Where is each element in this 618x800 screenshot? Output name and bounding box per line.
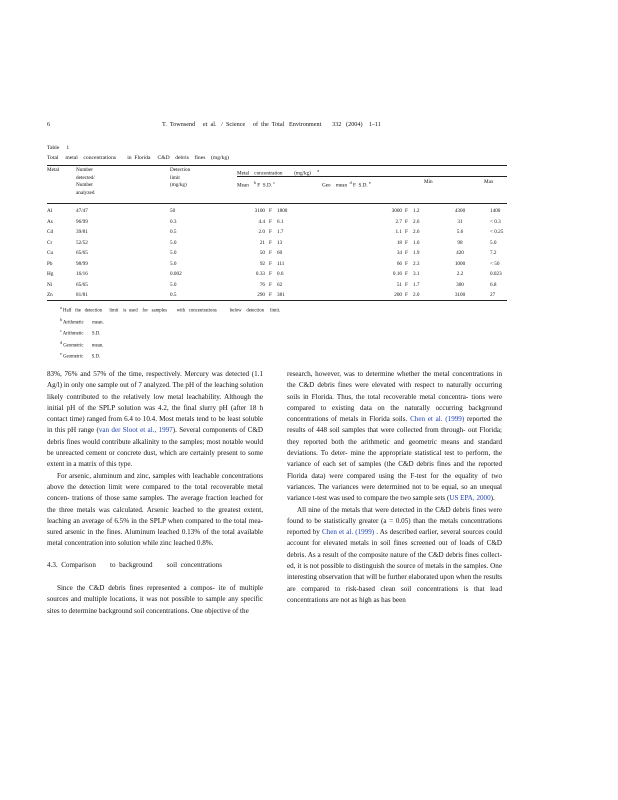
paragraph: Since the C&D debris fines represented a compos- ite of multiple sources and multiple locations, it was not possible to sample any specific sites to determine background soil concentrations. One objective of the — [47, 584, 263, 615]
table-bottom-rule — [47, 300, 507, 301]
geo-label: Geo mean — [322, 182, 350, 189]
metal-conc-label: Metal concentration (mg/kg) — [237, 170, 318, 177]
cell-mean: 50 — [259, 250, 265, 256]
citation-link[interactable]: van der Sloot et al., 1997 — [98, 426, 173, 435]
cell-sd: 111 — [277, 260, 285, 267]
citation-link[interactable]: Chen et al. (1999) — [321, 528, 375, 537]
paragraph — [287, 369, 502, 505]
cell-number-detected: 65/65 — [76, 281, 88, 288]
cell-mean: 21 — [259, 239, 265, 246]
plus-minus-sign: F — [269, 208, 272, 214]
running-head: T. Townsend et al. / Science of the Total Environment 332 (2004) 1–11 — [162, 121, 381, 128]
table-row — [47, 261, 507, 271]
cell-geo-mean: 1.1 — [395, 229, 402, 235]
cell-number-detected: 96/99 — [76, 218, 88, 225]
geo-sup-e: e — [368, 180, 371, 185]
plus-minus-sign: F — [405, 229, 408, 235]
table-row — [47, 229, 507, 239]
col-head-max: Max — [484, 179, 494, 185]
footnote-text: Arithmetic mean. — [62, 320, 104, 326]
cell-number-detected: 52/52 — [76, 239, 88, 246]
cell-geo-mean: 18 — [396, 239, 402, 246]
cell-metal: Cr — [47, 239, 53, 246]
citation-link[interactable]: US EPA, 2000 — [449, 494, 491, 503]
col-head-geo-sd — [322, 179, 371, 190]
cell-mean: 3100 — [254, 208, 265, 214]
footnote — [60, 316, 280, 328]
footnote-text: Arithmetic S.D. — [62, 331, 101, 337]
cell-number-detected: 81/81 — [76, 292, 88, 298]
cell-metal: As — [47, 218, 53, 225]
table-footnotes — [60, 304, 280, 362]
mean-sup-b: b — [254, 180, 256, 185]
table-row — [47, 282, 507, 292]
plus-minus-sign: F — [405, 218, 408, 225]
plus-minus-sign: F — [405, 281, 408, 288]
cell-min: 420 — [456, 250, 464, 256]
mean-label: Mean — [237, 182, 254, 189]
footnote-marker: b — [60, 316, 62, 322]
plus-minus-sign: F — [405, 292, 408, 298]
cell-max: 5.0 — [490, 239, 497, 246]
cell-max: 1400 — [490, 208, 501, 214]
cell-sd: 1800 — [277, 208, 288, 214]
cell-mean: 2.0 — [258, 229, 265, 235]
paragraph-text: 83%, 76% and 57% of the time, respectively. Mercury was detected (1.1 Ag/l) in only one sample out of 7 analyzed. The pH of the leaching solution likely contributed to the relatively low metal leachability. Although the initial pH of the SPLP solution was 4.2, the final slurry pH (after 18 h contact time) ranged from 6.4 to 10.4. Most metals tend to be least soluble in this pH range ( — [47, 370, 263, 435]
cell-min: 1000 — [454, 260, 466, 267]
cell-geo-sd: 1.2 — [413, 208, 420, 214]
footnote — [60, 339, 280, 351]
running-header — [0, 121, 618, 131]
plus-minus-sign: F — [269, 250, 272, 256]
cell-sd: 13 — [277, 239, 283, 246]
cell-metal: Al — [47, 208, 53, 214]
table-label: Table 1 — [47, 145, 70, 151]
cell-min: 5.6 — [456, 229, 464, 235]
cell-sd: 62 — [277, 281, 283, 288]
table-row — [47, 219, 507, 229]
cell-detection-limit: 50 — [170, 208, 176, 214]
cell-max: < 50 — [490, 260, 500, 267]
col-head-min: Min — [424, 179, 433, 185]
cell-geo-sd: 2.6 — [413, 229, 420, 235]
cell-min: 98 — [457, 239, 463, 246]
page-number: 6 — [47, 121, 51, 128]
paragraph-text: reported the results of 448 soil samples that were collected from through- out Florida; they reported both the arithmetic and geometric means and standard deviations. To deter- mine the appropriate statistical test to perform, the variance of each set of samples (the C&D debris fines and the reported Florida data) were compared using the F-test for the equality of two variances. The variances were determined not to be equal, so an unequal variance t-test was used to compare the two sample sets ( — [287, 415, 502, 503]
cell-metal: Pb — [47, 260, 53, 267]
cell-sd: 381 — [277, 292, 285, 298]
cell-max: 27 — [490, 292, 496, 298]
cell-geo-mean: 3000 — [391, 208, 402, 214]
footnote-text: Geometric mean. — [63, 343, 104, 349]
col-head-number: Number detected/ Number analyzed — [76, 167, 95, 196]
table-row — [47, 271, 507, 281]
footnote-marker: a — [60, 305, 62, 310]
cell-geo-sd: 1.6 — [413, 239, 420, 246]
cell-max: < 0.25 — [490, 229, 504, 235]
cell-geo-mean: 2.7 — [395, 218, 402, 225]
plus-minus-sign: F — [405, 271, 408, 277]
cell-min: 3100 — [454, 292, 466, 298]
cell-mean: 4.4 — [258, 218, 265, 225]
cell-mean: 290 — [257, 292, 265, 298]
cell-min: 300 — [456, 281, 464, 288]
plus-minus-sign: F — [269, 271, 272, 277]
cell-metal: Zn — [47, 292, 53, 298]
plus-minus-sign: F — [405, 208, 408, 214]
cell-geo-sd: 3.1 — [413, 271, 420, 277]
footnote — [60, 350, 280, 362]
footnote-marker: d — [60, 339, 62, 345]
geo-sup-d: d — [349, 180, 352, 185]
paragraph-text: ). Several components of C&D debris fines would contribute alkalinity to the samples; most notable would be unreacted cement or concrete dust, which are certainly present to some extent in a matrix of this type. — [47, 426, 263, 469]
citation-link[interactable]: Chen et al. (1999) — [410, 415, 465, 424]
cell-max: 0.023 — [490, 271, 502, 277]
cell-detection-limit: 0.5 — [170, 229, 177, 235]
cell-max: < 0.3 — [490, 218, 501, 225]
table-row — [47, 240, 507, 250]
table-row — [47, 208, 507, 218]
cell-geo-mean: 66 — [396, 260, 402, 267]
cell-metal: Ni — [47, 281, 53, 288]
cell-number-detected: 39/81 — [76, 229, 88, 235]
paragraph-text: . As described earlier, several sources could account for elevated metals in soil fines screened out of loads of C&D debris. As a result of the composite nature of the C&D debris fines collect- ed, it is not possible to distinguish the source of metals in the samples. One interesting observation that will be further elaborated upon when the results are compared to risk-based clean soil concentrations is that lead concentrations are not as high as has been — [287, 528, 503, 604]
table-header-rule — [47, 203, 507, 204]
cell-geo-sd: 2.0 — [413, 292, 420, 298]
plus-minus-sign: F — [405, 250, 408, 256]
cell-geo-sd: 2.6 — [413, 218, 420, 225]
cell-detection-limit: 5.0 — [170, 260, 177, 267]
table-top-rule — [47, 165, 507, 166]
cell-detection-limit: 5.0 — [170, 281, 177, 288]
cell-number-detected: 47/47 — [76, 208, 88, 214]
plus-minus-sign: F — [405, 260, 408, 267]
cell-max: 7.2 — [490, 250, 497, 256]
cell-detection-limit: 5.0 — [170, 239, 177, 246]
cell-detection-limit: 0.002 — [170, 271, 182, 277]
paragraph — [47, 369, 263, 471]
body-column-left — [47, 369, 263, 617]
table-row — [47, 250, 507, 260]
geo-pm-label: F S.D. — [351, 182, 369, 189]
paragraph: For arsenic, aluminum and zinc, samples with leachable concentrations above the detection limit were compared to the total recoverable metal concen- trations of those same samples. The average fraction leached for the three metals was calculated. Arsenic leached to the greatest extent, leaching an average of 6.5% in the SPLP when compared to the total mea- sured arsenic in the fines. Aluminum leached 0.13% of the total available metal concentration into solution while zinc leached 0.8%. — [47, 471, 263, 548]
footnote-text: Half the detection limit is used for samples with concentrations below detection limit. — [62, 308, 281, 314]
cell-number-detected: 98/99 — [76, 260, 88, 267]
cell-geo-mean: 34 — [396, 250, 402, 256]
cell-sd: 60 — [277, 250, 283, 256]
plus-minus-sign: F — [269, 239, 272, 246]
paragraph-text: research, however, was to determine whether the metal concentrations in the C&D debris fines were elevated with respect to naturally occurring soils in Florida. Thus, the total recoverable metal concentra- tions were compared to existing data on the naturally occurring background concentrations of metals in Florida soils. — [287, 370, 502, 424]
plus-minus-sign: F — [269, 260, 272, 267]
cell-metal: Hg — [47, 271, 54, 277]
plus-minus-sign: F — [269, 229, 272, 235]
paragraph-text: All nine of the metals that were detected in the C&D debris fines were found to be statistically greater (a = 0.05) than the metals concentrations reported by — [287, 505, 502, 537]
col-head-detection: Detection limit (mg/kg) — [170, 167, 191, 188]
cell-min: 2.2 — [456, 271, 464, 277]
cell-geo-mean: 0.16 — [392, 271, 402, 277]
cell-max: 6.8 — [490, 281, 497, 288]
cell-geo-sd: 2.3 — [413, 260, 420, 267]
mean-sup-c: c — [273, 180, 276, 185]
cell-mean: 0.33 — [255, 271, 265, 277]
cell-sd: 1.7 — [277, 229, 284, 235]
col-head-mean-sd — [237, 179, 275, 190]
cell-detection-limit: 0.5 — [170, 292, 177, 298]
cell-geo-mean: 51 — [396, 281, 402, 288]
cell-sd: 0.6 — [277, 271, 284, 277]
cell-geo-sd: 1.7 — [413, 281, 420, 288]
cell-detection-limit: 5.0 — [170, 250, 177, 256]
cell-mean: 92 — [259, 260, 265, 267]
cell-sd: 6.1 — [277, 218, 284, 225]
footnote — [60, 304, 280, 316]
table-caption-text: Total metal concentrations in Florida C&D debris fines (mg/kg) — [47, 155, 229, 161]
metal-conc-sup: a — [317, 168, 320, 173]
cell-metal: Cd — [47, 229, 54, 235]
footnote-text: Geometric S.D. — [62, 354, 101, 360]
mean-pm-label: F S.D. — [256, 182, 274, 189]
metal-conc-rule — [237, 176, 507, 177]
cell-mean: 76 — [259, 281, 265, 288]
cell-geo-mean: 200 — [394, 292, 402, 298]
table-caption — [47, 143, 229, 163]
paragraph-text: ). — [490, 494, 495, 503]
col-head-metal: Metal — [47, 167, 60, 173]
footnote-marker: e — [60, 351, 62, 357]
body-column-right — [287, 369, 502, 606]
cell-geo-sd: 1.9 — [413, 250, 420, 256]
cell-detection-limit: 0.3 — [170, 218, 177, 225]
cell-min: 4300 — [454, 208, 466, 214]
paragraph — [287, 505, 502, 607]
plus-minus-sign: F — [269, 281, 272, 288]
plus-minus-sign: F — [269, 218, 272, 225]
plus-minus-sign: F — [405, 239, 408, 246]
plus-minus-sign: F — [269, 292, 272, 298]
cell-min: 31 — [457, 218, 463, 225]
cell-metal: Cu — [47, 250, 54, 256]
cell-number-detected: 16/16 — [76, 271, 88, 277]
cell-number-detected: 65/65 — [76, 250, 88, 256]
footnote-marker: c — [60, 328, 62, 334]
footnote — [60, 327, 280, 339]
section-heading: 4.3. Comparison to background soil concentrations — [47, 560, 222, 569]
